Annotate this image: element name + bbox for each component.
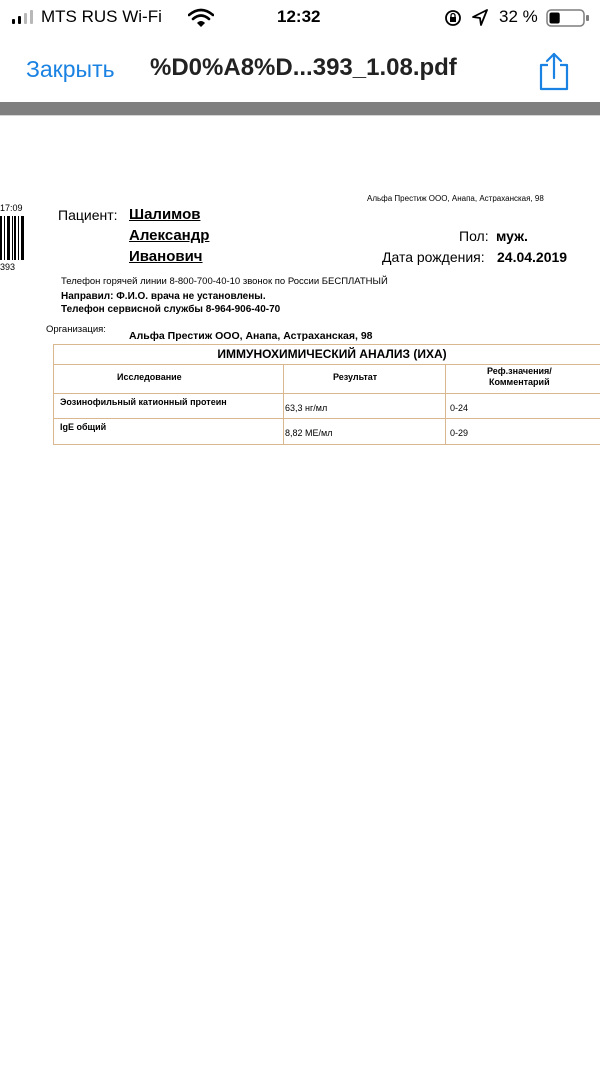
organization-label: Организация: bbox=[46, 324, 106, 335]
patient-label: Пациент: bbox=[58, 207, 118, 223]
sex-label: Пол: bbox=[459, 228, 489, 244]
birth-date-label: Дата рождения: bbox=[382, 249, 485, 265]
pdf-page[interactable] bbox=[0, 116, 600, 1066]
close-button[interactable]: Закрыть bbox=[26, 56, 115, 82]
sex-value: муж. bbox=[496, 228, 528, 244]
referrer-text: Направил: Ф.И.О. врача не установлены. bbox=[61, 291, 266, 302]
patient-patronymic: Иванович bbox=[129, 248, 203, 265]
service-phone-text: Телефон сервисной службы 8-964-906-40-70 bbox=[61, 304, 281, 315]
row-2-test-name: IgE общий bbox=[60, 422, 107, 432]
birth-date-value: 24.04.2019 bbox=[497, 249, 568, 265]
column-header-reference: Реф.значения/ bbox=[487, 366, 552, 376]
battery-percent: 32 % bbox=[499, 7, 538, 26]
clock: 12:32 bbox=[277, 7, 321, 26]
battery-icon bbox=[546, 9, 590, 27]
table-title: ИММУНОХИМИЧЕСКИЙ АНАЛИЗ (ИХА) bbox=[54, 345, 600, 365]
row-1-reference: 0-24 bbox=[450, 403, 469, 413]
lab-address: Альфа Престиж ООО, Анапа, Астраханская, 98 bbox=[367, 194, 544, 203]
row-1-result: 63,3 нг/мл bbox=[285, 403, 328, 413]
document-progress-bar bbox=[0, 102, 600, 115]
results-table bbox=[53, 344, 600, 445]
row-2-reference: 0-29 bbox=[450, 428, 469, 438]
row-1-test-name: Эозинофильный катионный протеин bbox=[60, 397, 227, 407]
patient-surname: Шалимов bbox=[129, 206, 201, 223]
column-header-result: Результат bbox=[333, 372, 378, 382]
location-arrow-icon bbox=[472, 9, 488, 26]
signal-strength-icon bbox=[12, 10, 36, 24]
rotation-lock-icon bbox=[444, 9, 462, 27]
share-icon[interactable] bbox=[537, 51, 571, 91]
hotline-text: Телефон горячей линии 8-800-700-40-10 звонок по России БЕСПЛАТНЫЙ bbox=[61, 276, 388, 287]
status-bar bbox=[0, 0, 600, 36]
organization-value: Альфа Престиж ООО, Анапа, Астраханская, 98 bbox=[129, 330, 373, 342]
patient-first-name: Александр bbox=[129, 227, 210, 244]
barcode-image bbox=[0, 216, 26, 260]
barcode-top-text: 17:09 bbox=[0, 203, 23, 213]
row-2-result: 8,82 МЕ/мл bbox=[285, 428, 333, 438]
wifi-icon bbox=[188, 8, 214, 27]
navigation-bar bbox=[0, 40, 600, 102]
column-header-test: Исследование bbox=[117, 372, 182, 382]
barcode-bottom-text: 393 bbox=[0, 262, 16, 272]
column-header-comment: Комментарий bbox=[489, 377, 550, 387]
file-title: %D0%A8%D...393_1.08.pdf bbox=[150, 54, 457, 81]
carrier-name: MTS RUS Wi-Fi bbox=[41, 7, 162, 26]
